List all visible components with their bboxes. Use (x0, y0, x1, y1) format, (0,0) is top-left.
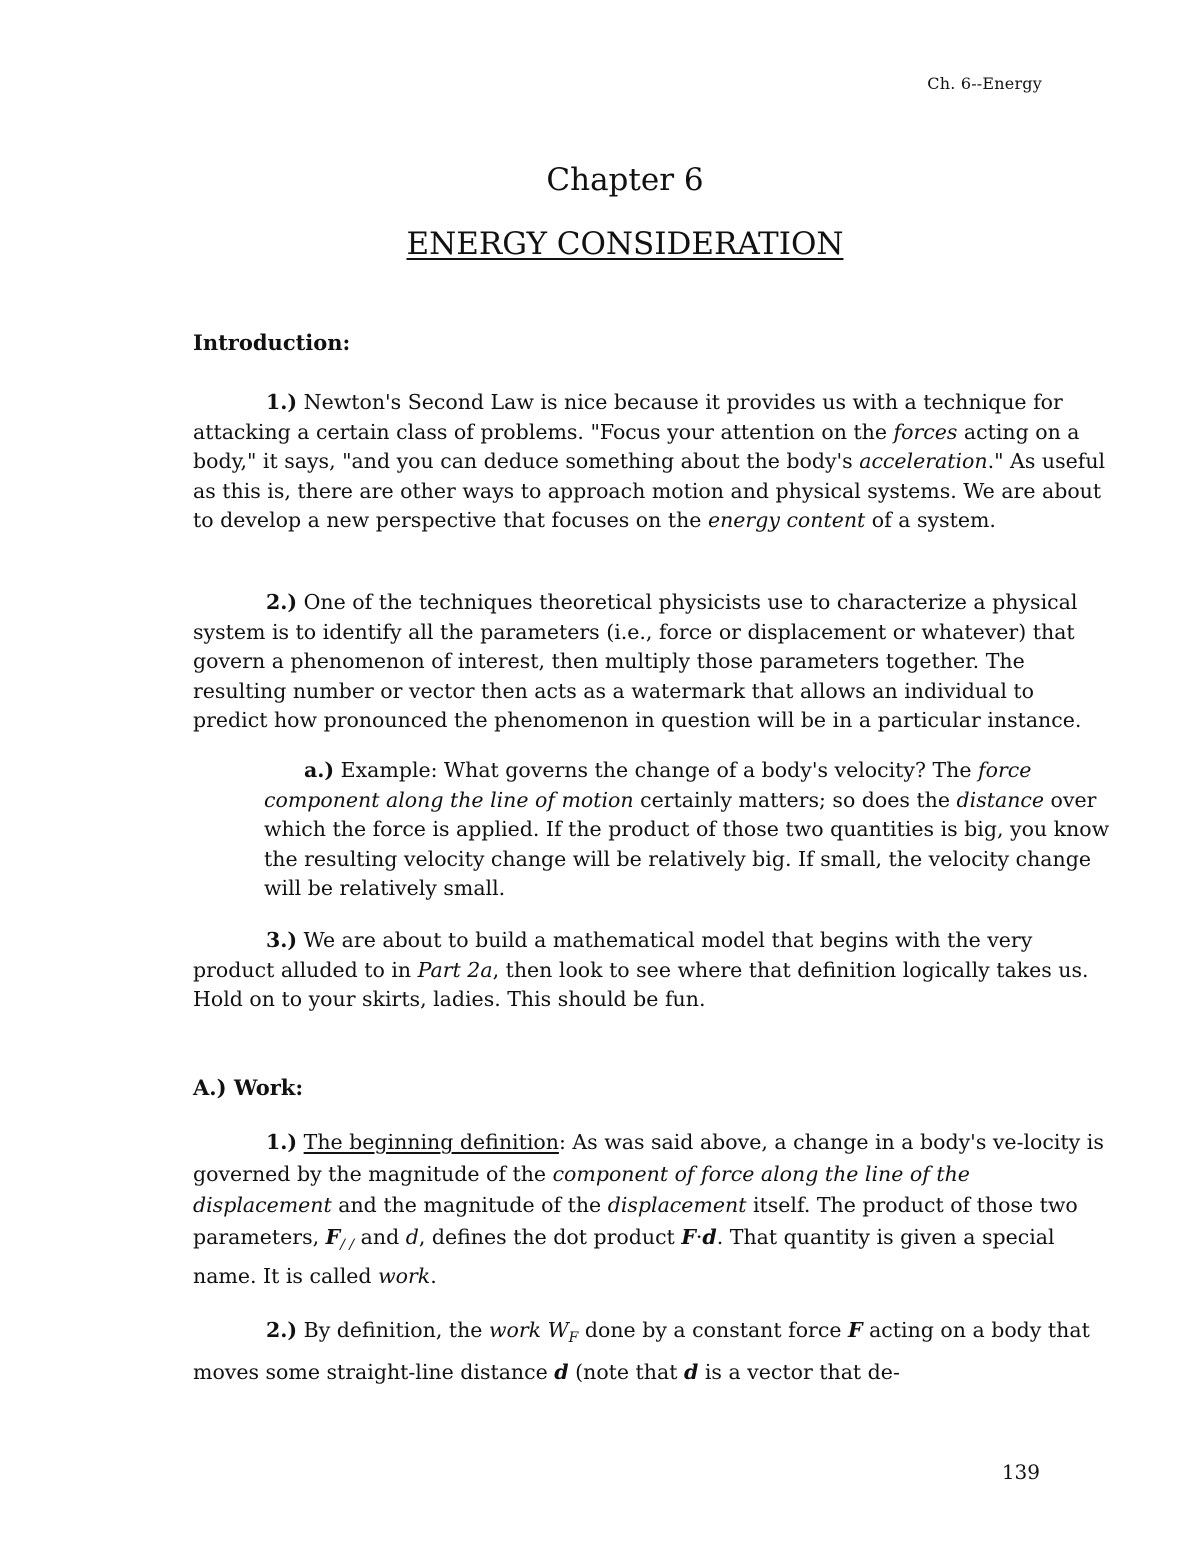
work-paragraph-2: 2.) By definition, the work $W_F$ done by a constant force F acting on a body that moves some straight-line distance d (note that d is a vector that de- (193, 1318, 1090, 1385)
paragraph-number: 1.) (266, 1130, 298, 1154)
vector-symbol: F (325, 1224, 341, 1249)
intro-paragraph-1: 1.) Newton's Second Law is nice because it provides us with a technique for attacking a certain class of problems. "Focus your attention on the forces acting on a body," it says, "and you can deduce something about the body's acceleration." As useful as this is, there are other ways to approach motion and physical systems. We are about to develop a new perspective that focuses on the energy content of a system. (193, 390, 1106, 533)
underlined-term: The beginning definition (303, 1130, 559, 1154)
page-number: 139 (1001, 1460, 1040, 1484)
intro-paragraph-2a: a.) Example: What governs the change of a body's velocity? The force component along the line of motion certainly matters; so does the distance over which the force is applied. If the product of those two quantities is big, you know the resulting velocity change will be relatively big. If small, the velocity change will be relatively small. (264, 758, 1110, 901)
vector-symbol: F (848, 1318, 863, 1342)
work-heading: A.) Work: (193, 1075, 304, 1100)
paragraph-number: 3.) (266, 928, 298, 952)
chapter-subtitle: ENERGY CONSIDERATION (406, 226, 844, 262)
vector-symbol: d (702, 1224, 717, 1249)
introduction-heading: Introduction: (193, 330, 351, 355)
vector-symbol: d (554, 1360, 569, 1385)
vector-symbol: F (681, 1224, 696, 1249)
intro-paragraph-2: 2.) One of the techniques theoretical physicists use to characterize a physical system is to identify all the parameters (i.e., force or displacement or whatever) that govern a phenomenon of interest, then multiply those parameters together. The resulting number or vector then acts as a watermark that allows an individual to predict how pronounced the phenomenon in question will be in a particular instance. (193, 590, 1082, 733)
paragraph-number: 2.) (266, 1318, 298, 1342)
paragraph-number: 2.) (266, 590, 298, 614)
work-paragraph-1: 1.) The beginning definition: As was said above, a change in a body's ve-locity is governed by the magnitude of the component of force along the line of the displacement and the magnitude of the displacement itself. The product of those two parameters, $F_{/ /}$ and d, defines the dot product F·d. That quantity is given a special name. It is called work. (193, 1130, 1104, 1289)
vector-symbol: d (683, 1360, 699, 1385)
paragraph-number: a.) (304, 758, 335, 782)
intro-paragraph-3: 3.) We are about to build a mathematical model that begins with the very product alluded to in Part 2a, then look to see where that definition logically takes us. Hold on to your skirts, ladies. This should be fun. (193, 928, 1089, 1012)
running-header: Ch. 6--Energy (927, 74, 1042, 93)
paragraph-number: 1.) (266, 390, 298, 414)
chapter-title: Chapter 6 (546, 162, 704, 198)
